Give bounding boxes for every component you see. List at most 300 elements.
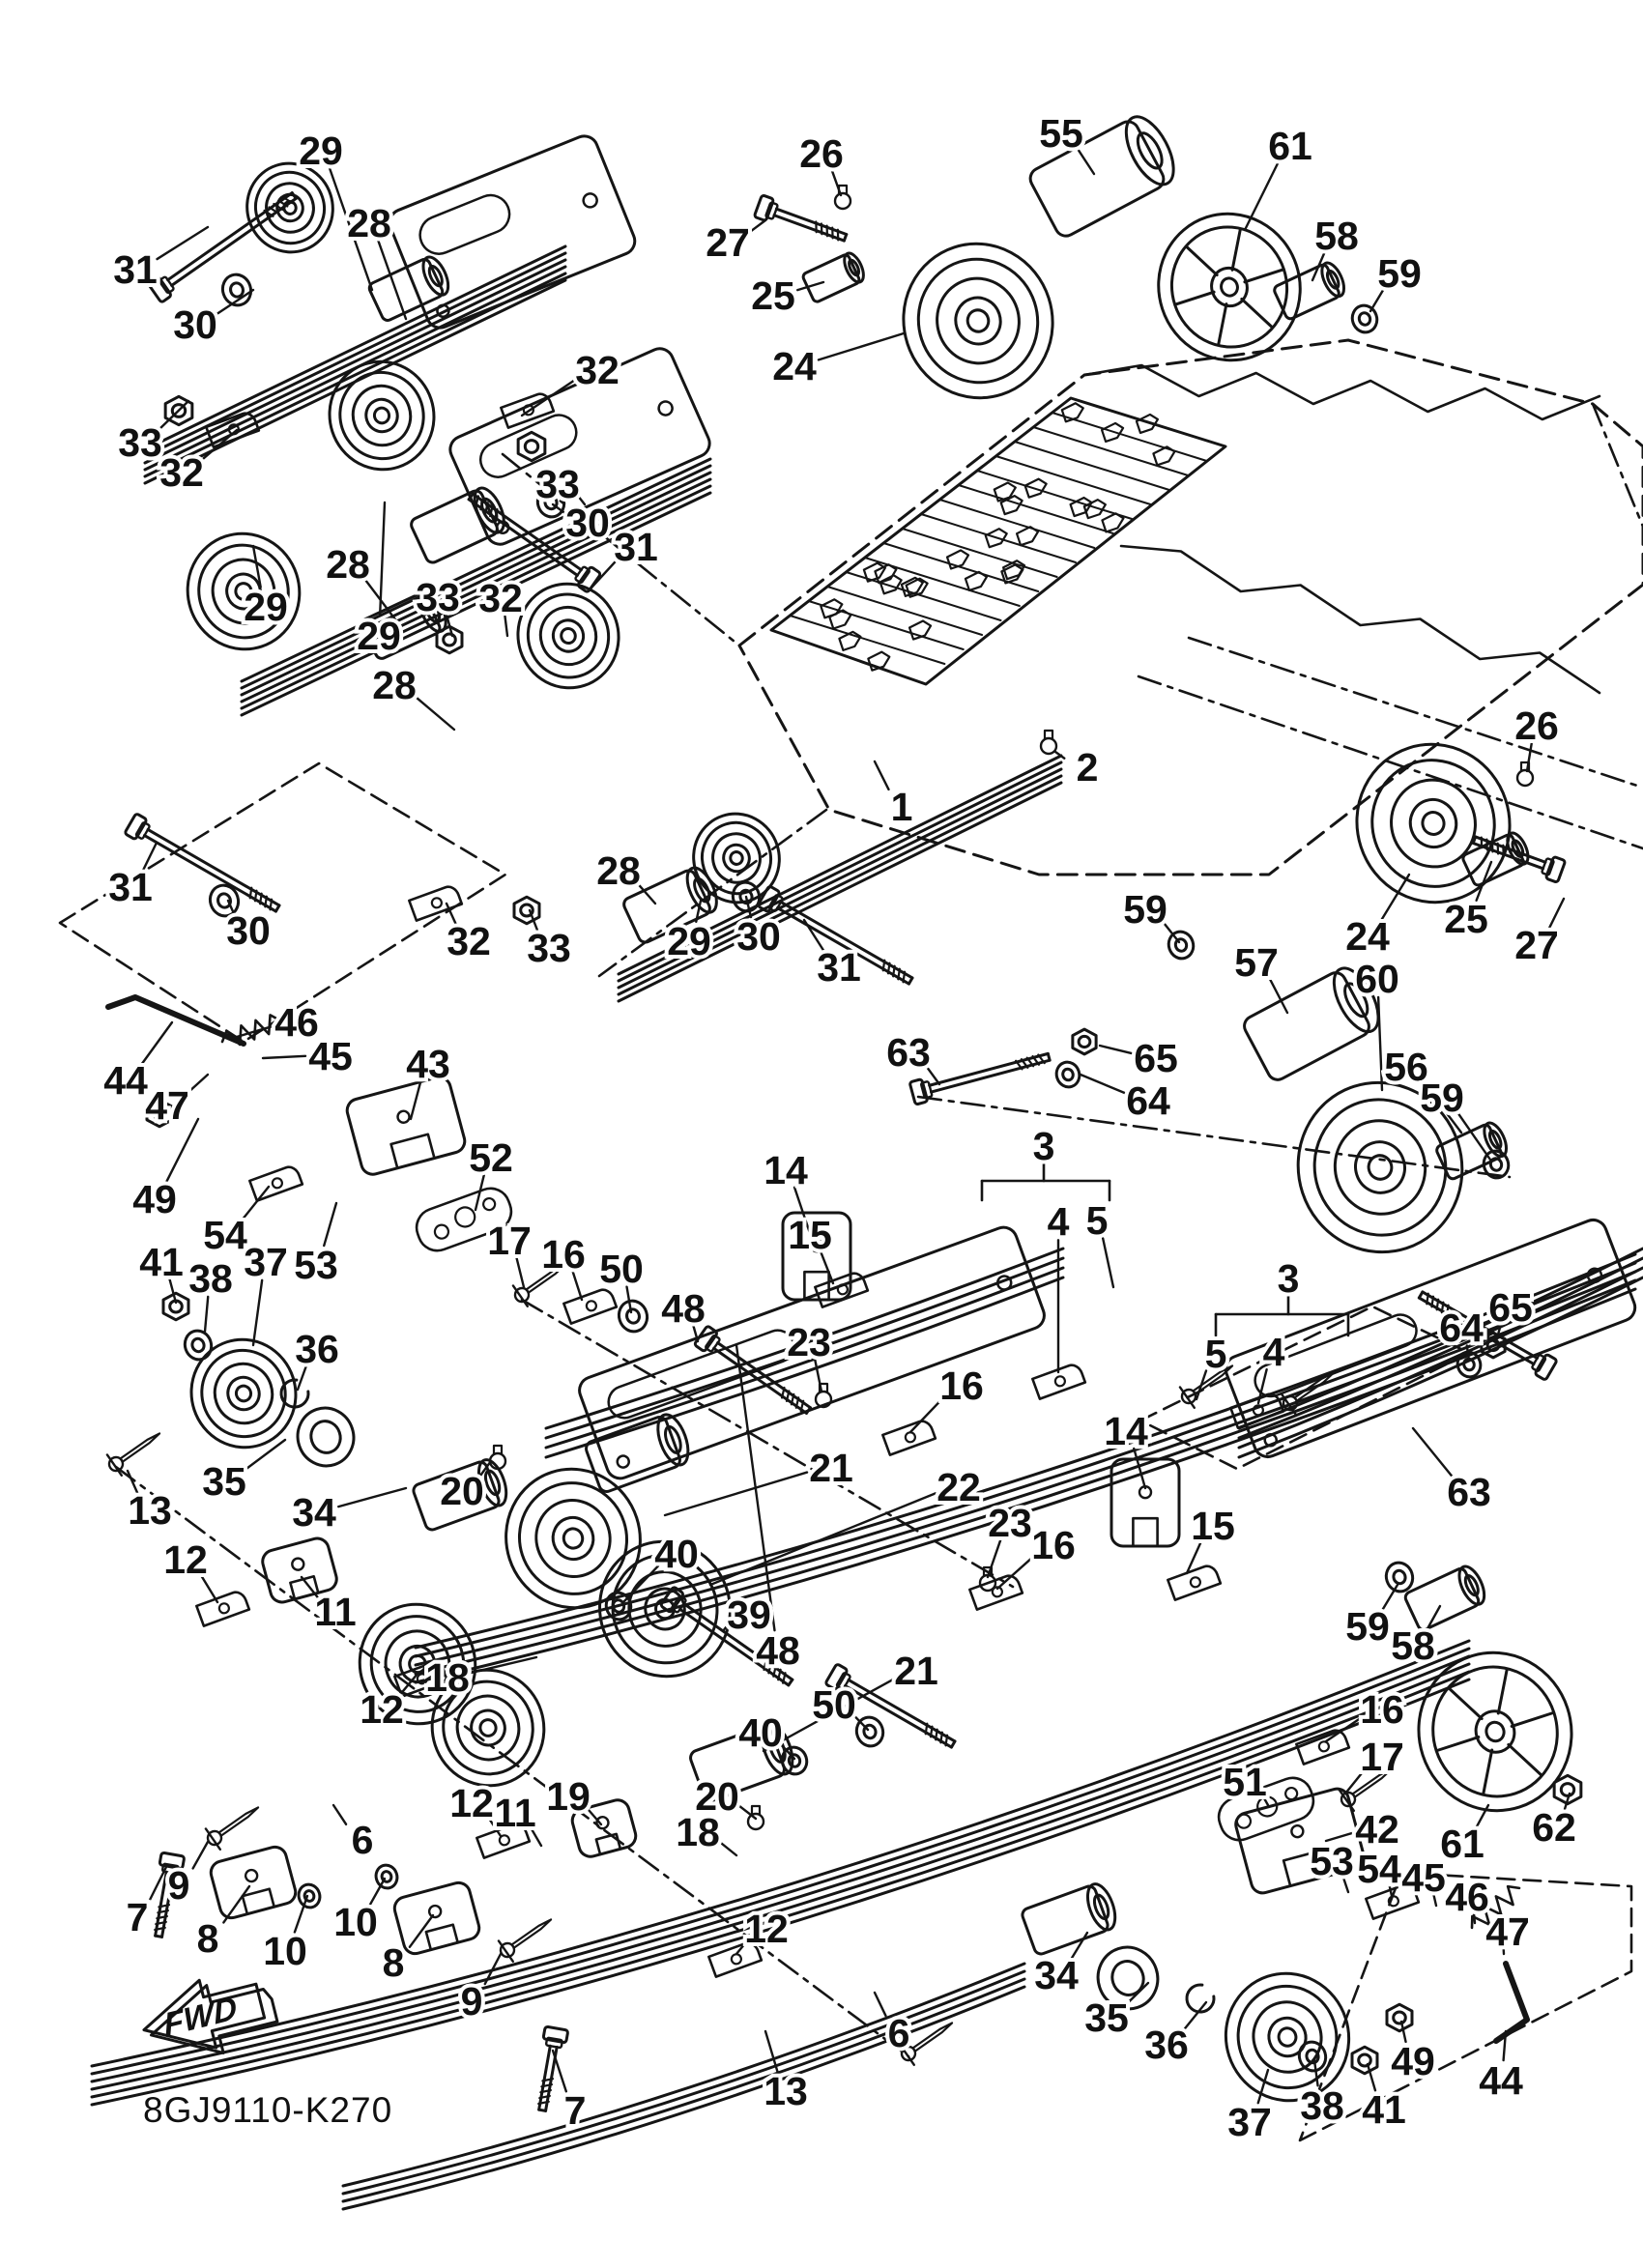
- part-label: 50: [812, 1681, 856, 1727]
- part-label: 21: [809, 1445, 853, 1490]
- idler-wheel-glyph: [883, 224, 1073, 417]
- part-label: 7: [563, 2087, 587, 2133]
- part-label: 30: [173, 301, 217, 347]
- track-lug: [966, 572, 987, 590]
- slide-block-glyph: [209, 1845, 299, 1921]
- nut-bore: [444, 634, 456, 646]
- part-label: 33: [118, 419, 162, 465]
- track-tread-line: [1015, 442, 1169, 490]
- fwd-arrow-label: FWD: [161, 1989, 239, 2045]
- track-dashed-outline: [739, 340, 1643, 875]
- part-label: 34: [292, 1489, 336, 1535]
- wheel-spoke: [1242, 293, 1272, 332]
- wheel-ring: [1349, 1135, 1412, 1199]
- nut-glyph: [1073, 1029, 1096, 1054]
- part-label: 32: [159, 449, 204, 495]
- part-label: 17: [1360, 1734, 1404, 1779]
- part-label: 63: [886, 1029, 931, 1075]
- washer-bore: [1061, 1068, 1075, 1081]
- part-label: 49: [1391, 2038, 1435, 2083]
- label-leader-line: [324, 1203, 336, 1246]
- part-label: 7: [126, 1894, 149, 1939]
- washer-outer: [1349, 302, 1381, 335]
- washer-outer: [1166, 929, 1197, 962]
- bolt-tip: [806, 1408, 810, 1414]
- part-label: 3: [1032, 1123, 1055, 1168]
- drawing-code: 8GJ9110-K270: [143, 2090, 393, 2130]
- bolt-tip: [1048, 1053, 1050, 1060]
- part-label: 12: [449, 1780, 494, 1825]
- part-label: 26: [799, 130, 844, 176]
- bracket-tab-glyph: [1167, 1564, 1221, 1600]
- pin-shaft: [512, 1918, 553, 1948]
- part-label: 54: [1357, 1846, 1401, 1891]
- wheel-ring: [223, 1373, 263, 1414]
- nut-hex: [163, 1293, 188, 1320]
- wheel-ring: [234, 1384, 252, 1403]
- tab-outline: [815, 1271, 868, 1307]
- part-label: 13: [128, 1487, 172, 1533]
- washer-glyph: [218, 271, 254, 308]
- wheel-ring: [729, 850, 744, 866]
- part-label: 35: [202, 1458, 246, 1504]
- wheel-ring: [1323, 1109, 1437, 1226]
- wheel-bore: [1484, 1720, 1506, 1743]
- part-label: 12: [360, 1686, 404, 1732]
- washer-glyph: [296, 1881, 323, 1910]
- track-lug: [909, 621, 931, 640]
- part-label: 61: [1268, 123, 1312, 168]
- slide-block-glyph: [345, 1075, 468, 1177]
- label-leader-line: [205, 1297, 208, 1332]
- part-label: 35: [1084, 1995, 1129, 2040]
- part-label: 38: [188, 1255, 233, 1301]
- part-label: 24: [772, 343, 817, 388]
- part-label: 15: [788, 1212, 832, 1257]
- label-leader-line: [710, 1493, 936, 1585]
- label-leader-line: [338, 1488, 406, 1507]
- fitting-glyph: [835, 186, 850, 209]
- part-label: 23: [988, 1500, 1032, 1545]
- nut-bore: [1079, 1036, 1090, 1047]
- part-label: 45: [308, 1033, 353, 1078]
- nut-bore: [1561, 1784, 1573, 1796]
- label-leader-line: [1103, 1238, 1113, 1287]
- tab-outline: [409, 884, 462, 921]
- label-leader-line: [158, 227, 208, 259]
- label-leader-line: [333, 1805, 346, 1824]
- block-hole: [291, 1557, 305, 1571]
- circlip-glyph: [1181, 1979, 1219, 2017]
- washer-glyph: [373, 1862, 400, 1891]
- nut-glyph: [1387, 2004, 1412, 2031]
- part-label: 65: [1134, 1035, 1178, 1080]
- wheel-spoke: [1509, 1738, 1541, 1782]
- part-label: 32: [447, 918, 491, 963]
- washer-glyph: [182, 1328, 216, 1364]
- wheel-ring: [467, 1707, 509, 1750]
- part-label: 31: [108, 864, 153, 909]
- label-leader-line: [1100, 1046, 1132, 1053]
- pin-shaft: [219, 1806, 260, 1836]
- tab-outline: [196, 1590, 249, 1626]
- wheel-ring: [1245, 1994, 1331, 2081]
- part-label: 3: [1277, 1255, 1300, 1301]
- pin-glyph: [103, 1423, 167, 1479]
- tab-hole: [217, 1602, 230, 1615]
- part-label: 28: [347, 200, 391, 245]
- bolt-shaft: [148, 829, 279, 905]
- wheel-spoke: [1176, 292, 1214, 304]
- wheel-ring: [345, 379, 418, 453]
- part-label: 59: [1123, 886, 1167, 932]
- bolt-tip: [789, 1679, 793, 1685]
- wheel-ring: [1277, 2025, 1299, 2048]
- idler-wheel-glyph: [504, 571, 632, 702]
- wheel-rim: [1139, 195, 1319, 379]
- bolt-shaft: [930, 1053, 1049, 1085]
- label-leader-line: [910, 1398, 943, 1432]
- fitting-body: [1041, 738, 1056, 754]
- bolt-tip: [292, 193, 296, 199]
- part-label: 18: [425, 1654, 470, 1700]
- bracket-tab-glyph: [409, 884, 462, 921]
- nut-bore: [1359, 2054, 1371, 2066]
- track-tread-line: [847, 572, 1001, 620]
- part-label: 9: [460, 1978, 483, 2024]
- fitting-body: [1517, 770, 1533, 786]
- nut-hex: [437, 626, 462, 653]
- idler-wheel-glyph: [488, 1451, 658, 1625]
- washer-outer: [1053, 1059, 1082, 1090]
- wheel-ring: [1404, 793, 1462, 852]
- tab-hole: [585, 1300, 597, 1312]
- idler-wheel-glyph: [178, 1326, 310, 1461]
- washer-glyph: [1166, 929, 1197, 962]
- fitting-glyph: [1041, 731, 1056, 754]
- tab-hole: [1317, 1740, 1330, 1753]
- mounting-plate: [386, 132, 639, 332]
- part-label: 16: [1360, 1686, 1404, 1732]
- part-label: 40: [738, 1709, 783, 1755]
- part-label: 17: [487, 1218, 532, 1263]
- label-leader-line: [997, 1556, 1034, 1589]
- part-label: 21: [894, 1648, 938, 1693]
- wheel-ring: [504, 571, 632, 702]
- part-label: 16: [541, 1231, 586, 1277]
- part-label: 4: [1262, 1329, 1285, 1374]
- block-notch: [1133, 1518, 1157, 1546]
- label-leader-line: [988, 1540, 1000, 1577]
- part-label: 38: [1300, 2082, 1344, 2128]
- track-tread-line: [996, 456, 1151, 504]
- washer-outer: [373, 1862, 400, 1891]
- part-label: 54: [203, 1212, 247, 1257]
- part-label: 29: [244, 584, 288, 629]
- label-leader-line: [750, 220, 765, 232]
- part-label: 41: [1362, 2086, 1406, 2132]
- part-label: 20: [440, 1468, 484, 1513]
- wheel-ring: [720, 842, 753, 875]
- pulley-bore: [1108, 1957, 1147, 1998]
- nut-hex: [1352, 2047, 1377, 2074]
- nut-glyph: [518, 432, 545, 460]
- part-label: 44: [1479, 2057, 1523, 2103]
- part-label: 51: [1223, 1759, 1267, 1804]
- bolt-shaft: [776, 209, 846, 234]
- part-label: 30: [226, 907, 271, 953]
- part-label: 11: [314, 1589, 357, 1634]
- part-label: 60: [1355, 956, 1399, 1001]
- part-label: 13: [764, 2068, 808, 2113]
- tab-outline: [969, 1573, 1023, 1610]
- part-label: 43: [406, 1041, 450, 1086]
- block-hole: [245, 1869, 259, 1883]
- wheel-spoke: [1486, 1670, 1518, 1713]
- part-label: 41: [139, 1239, 184, 1284]
- bracket-tab-glyph: [249, 1164, 303, 1201]
- part-label: 48: [661, 1285, 706, 1331]
- wheel-spoke: [1222, 230, 1252, 270]
- part-label: 53: [294, 1242, 338, 1287]
- part-label: 61: [1440, 1821, 1484, 1866]
- wheel-ring: [926, 268, 1030, 374]
- part-label: 5: [1204, 1331, 1227, 1376]
- part-label: 47: [145, 1082, 189, 1128]
- part-label: 25: [751, 273, 795, 318]
- part-label: 31: [817, 944, 861, 990]
- washer-bore: [788, 1753, 802, 1767]
- nut-glyph: [437, 626, 462, 653]
- label-leader-line: [719, 1842, 736, 1855]
- part-label: 1: [890, 784, 913, 829]
- part-label: 32: [575, 347, 620, 392]
- washer-bore: [1392, 1569, 1407, 1586]
- wheel-ring: [548, 1512, 599, 1565]
- part-label: 28: [326, 541, 370, 587]
- label-leader-line: [167, 1119, 198, 1181]
- part-label: 36: [295, 1326, 339, 1371]
- fwd-direction-icon: [135, 1965, 281, 2071]
- block-hole: [396, 1109, 411, 1124]
- part-label: 40: [654, 1531, 699, 1576]
- wheel-bore: [1219, 276, 1240, 299]
- tab-hole: [1189, 1576, 1201, 1589]
- part-label: 10: [333, 1899, 378, 1944]
- washer-outer: [182, 1328, 216, 1364]
- wheel-spoke: [1472, 1750, 1504, 1794]
- bracket-tab-glyph: [501, 391, 554, 428]
- part-label: 42: [1355, 1806, 1399, 1852]
- part-label: 33: [416, 574, 460, 619]
- track-tread-line: [903, 529, 1057, 577]
- part-label: 11: [494, 1790, 536, 1835]
- washer-glyph: [1349, 302, 1381, 335]
- washer-outer: [218, 271, 254, 308]
- fitting-glyph: [816, 1384, 831, 1407]
- part-label: 31: [113, 246, 158, 292]
- part-label: 9: [167, 1862, 190, 1908]
- label-leader-line: [1258, 2070, 1268, 2103]
- bushing-body: [1241, 969, 1372, 1083]
- part-label: 19: [546, 1773, 591, 1819]
- bolt-head: [1545, 856, 1565, 882]
- wheel-spoke: [1245, 270, 1283, 282]
- part-label: 5: [1085, 1197, 1109, 1243]
- center-dash-line: [1189, 638, 1643, 788]
- washer-bore: [625, 1307, 642, 1325]
- wheel-ring: [562, 1526, 586, 1550]
- bushing-glyph: [1435, 1120, 1511, 1181]
- bushing-glyph: [1403, 1563, 1489, 1631]
- wheel-spoke: [1438, 1737, 1479, 1751]
- part-label: 50: [599, 1246, 644, 1291]
- pulley-outer: [290, 1401, 360, 1474]
- track-lug: [1017, 527, 1038, 545]
- bracket-tab-glyph: [815, 1271, 868, 1307]
- wheel-spoke: [1512, 1713, 1552, 1727]
- label-leader-line: [1314, 2060, 1318, 2085]
- part-label: 16: [939, 1363, 984, 1408]
- pulley-bore: [307, 1418, 345, 1457]
- fitting-glyph: [1517, 762, 1533, 786]
- part-label: 6: [887, 2010, 910, 2055]
- pulley-glyph: [290, 1401, 360, 1474]
- part-label: 4: [1047, 1198, 1070, 1244]
- part-label: 26: [1514, 703, 1559, 748]
- fitting-glyph: [490, 1446, 505, 1469]
- track-lug: [1137, 415, 1158, 433]
- track-lug: [994, 483, 1016, 502]
- pin-glyph: [202, 1797, 266, 1852]
- nut-glyph: [163, 1293, 188, 1320]
- part-label: 34: [1034, 1952, 1079, 1997]
- bolt-tip: [1419, 1292, 1423, 1298]
- part-label: 58: [1314, 213, 1359, 258]
- wheel-ring: [1420, 810, 1447, 838]
- track-tread-line: [1033, 427, 1188, 475]
- label-leader-line: [765, 2031, 778, 2072]
- label-leader-line: [875, 1993, 885, 2016]
- wheel-ring: [1380, 769, 1486, 878]
- bushing-glyph: [409, 484, 509, 565]
- track-tread-line: [921, 514, 1076, 562]
- nut-hex: [518, 432, 545, 460]
- wheel-ring: [207, 1357, 279, 1431]
- part-label: 49: [132, 1176, 177, 1221]
- block-hole: [428, 1905, 443, 1919]
- tab-hole: [271, 1177, 283, 1190]
- part-label: 46: [274, 999, 319, 1045]
- tab-outline: [1167, 1564, 1221, 1600]
- bolt-tip: [275, 905, 279, 911]
- part-label: 57: [1234, 939, 1279, 985]
- part-label: 22: [937, 1464, 981, 1509]
- part-label: 18: [676, 1809, 720, 1854]
- nut-hex: [514, 897, 539, 924]
- part-label: 45: [1401, 1854, 1446, 1900]
- wheel-spoke: [1450, 1682, 1482, 1726]
- nut-glyph: [1352, 2047, 1377, 2074]
- part-label: 37: [244, 1239, 288, 1284]
- label-leader-line: [815, 1360, 822, 1392]
- fitting-stub: [1045, 731, 1052, 738]
- part-label: 39: [727, 1592, 771, 1637]
- tension-rod-glyph: [108, 997, 244, 1044]
- part-label: 63: [1447, 1469, 1491, 1514]
- wheel-spoke: [1187, 242, 1217, 281]
- center-dash-line: [1593, 404, 1643, 527]
- part-label: 27: [1514, 922, 1559, 967]
- track-lug: [829, 611, 850, 629]
- part-label: 59: [1420, 1075, 1464, 1120]
- part-label: 28: [596, 847, 641, 893]
- plate-hole: [1263, 1432, 1279, 1448]
- track-tread-line: [977, 471, 1132, 519]
- part-label: 29: [299, 128, 343, 173]
- wheel-ring: [449, 1688, 528, 1767]
- part-label: 65: [1488, 1284, 1533, 1330]
- part-label: 56: [1384, 1044, 1428, 1089]
- label-leader-line: [187, 1075, 208, 1093]
- part-label: 55: [1039, 110, 1083, 156]
- part-label: 30: [565, 500, 610, 545]
- tab-outline: [249, 1164, 303, 1201]
- washer-bore: [190, 1337, 206, 1354]
- label-leader-line: [1378, 997, 1382, 1090]
- wheel-ring: [527, 1491, 620, 1587]
- part-label: 20: [695, 1773, 739, 1819]
- wheel-ring: [950, 292, 1007, 350]
- block-body: [345, 1075, 468, 1177]
- gasket-hole: [452, 1205, 477, 1230]
- bushing-glyph: [1021, 1880, 1120, 1956]
- plate-slot: [415, 189, 515, 259]
- part-label: 32: [478, 575, 523, 620]
- label-leader-line: [1081, 1075, 1125, 1093]
- bracket-tab-glyph: [563, 1287, 617, 1324]
- bolt-glyph: [531, 2026, 568, 2112]
- part-label: 33: [535, 461, 580, 506]
- part-label: 29: [357, 613, 401, 658]
- part-label: 27: [706, 219, 750, 265]
- washer-outer: [615, 1297, 650, 1335]
- part-label: 37: [1227, 2099, 1272, 2144]
- part-label: 2: [1076, 744, 1099, 789]
- part-label: 47: [1485, 1909, 1530, 1954]
- part-label: 33: [527, 925, 571, 970]
- rail-line: [242, 486, 710, 708]
- label-leader-line: [797, 282, 823, 290]
- tab-outline: [563, 1287, 617, 1324]
- bolt-shaft: [168, 193, 293, 280]
- wheel-ring: [372, 406, 390, 425]
- part-label: 28: [372, 662, 417, 707]
- washer-glyph: [1053, 1059, 1082, 1090]
- part-label: 23: [787, 1319, 831, 1364]
- tab-outline: [501, 391, 554, 428]
- label-leader-line: [415, 696, 454, 730]
- part-label: 59: [1345, 1603, 1390, 1649]
- wheel-ring: [706, 827, 766, 888]
- label-leader-line: [193, 1842, 208, 1868]
- washer-bore: [1358, 311, 1372, 326]
- label-leader-line: [819, 333, 904, 359]
- bolt-tip: [844, 234, 846, 241]
- part-label: 48: [756, 1627, 800, 1673]
- part-label: 30: [736, 913, 781, 959]
- label-leader-line: [875, 761, 888, 789]
